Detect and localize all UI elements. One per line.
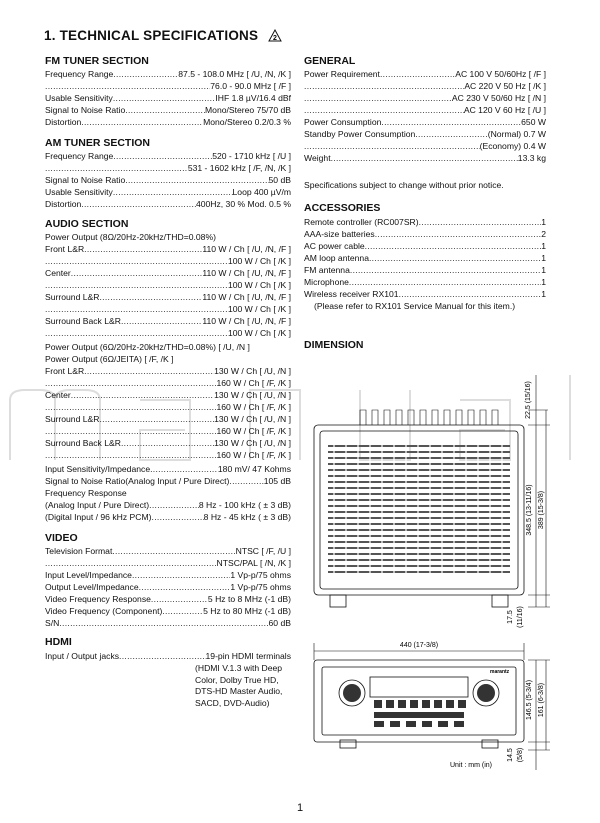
accessories-section-heading: ACCESSORIES <box>304 202 381 214</box>
dim-14-5-in: (5/8) <box>517 747 524 763</box>
fm-row: Signal to Noise Ratio ..... Mono/Stereo 75/70 dB <box>45 104 291 116</box>
page-title-text: 1. TECHNICAL SPECIFICATIONS <box>44 28 259 43</box>
power-output-jeita: Power Output (6Ω/JEITA) [ /F, /K ] <box>45 354 174 364</box>
video-row: Input Level/Impedance ..... 1 Vp-p/75 ohms <box>45 569 291 581</box>
dim-17-5: 17.5 <box>507 610 514 624</box>
general-section-heading: GENERAL <box>304 55 356 67</box>
audio-row: Center ..... 130 W / Ch [ /U, /N ] <box>45 389 291 401</box>
am-row: Usable Sensitivity ..... Loop 400 µV/m <box>45 186 291 198</box>
general-row: Weight ..... 13.3 kg <box>304 152 546 164</box>
general-row: ..... AC 120 V 60 Hz [ /U ] <box>304 104 546 116</box>
audio-section-heading: AUDIO SECTION <box>45 218 129 230</box>
fm-row: Distortion ..... Mono/Stereo 0.2/0.3 % <box>45 116 291 128</box>
video-row: ..... NTSC/PAL [ /N, /K ] <box>45 557 291 569</box>
am-row: Signal to Noise Ratio ..... 50 dB <box>45 174 291 186</box>
dimension-drawing <box>300 355 560 775</box>
accessory-row: Wireless receiver RX101 ..... 1 <box>304 288 546 300</box>
audio-row: Surround L&R ..... 130 W / Ch [ /U, /N ] <box>45 413 291 425</box>
am-row: ..... 531 - 1602 kHz [ /F, /N, /K ] <box>45 162 291 174</box>
general-row: Standby Power Consumption ..... (Normal) 0.7 W <box>304 128 546 140</box>
dim-440: 440 (17-3/8) <box>399 642 439 649</box>
video-section-heading: VIDEO <box>45 532 78 544</box>
video-row: Television Format ..... NTSC [ /F, /U ] <box>45 545 291 557</box>
hdmi-note: (HDMI V.1.3 with Deep Color, Dolby True HD, DTS-HD Master Audio, SACD, DVD-Audio) <box>195 663 283 708</box>
audio-row: Center ..... 110 W / Ch [ /U, /N, /F ] <box>45 267 291 279</box>
power-output-8ohm: Power Output (8Ω/20Hz-20kHz/THD=0.08%) <box>45 232 216 242</box>
fm-row: ..... 76.0 - 90.0 MHz [ /F ] <box>45 80 291 92</box>
dim-17-5-in: (11/16) <box>517 606 524 628</box>
dim-161: 161 (6-3/8) <box>538 682 545 718</box>
audio-row: ..... 100 W / Ch [ /K ] <box>45 255 291 267</box>
page-title <box>44 28 282 43</box>
audio-row: ..... 100 W / Ch [ /K ] <box>45 327 291 339</box>
general-row: ..... AC 230 V 50/60 Hz [ /N ] <box>304 92 546 104</box>
frequency-response-heading: Frequency Response <box>45 488 127 498</box>
audio-row: (Analog Input / Pure Direct) ..... 8 Hz - 100 kHz ( ± 3 dB) <box>45 499 291 511</box>
general-row: Power Consumption ..... 650 W <box>304 116 546 128</box>
audio-row: Front L&R ..... 110 W / Ch [ /U, /N, /F ] <box>45 243 291 255</box>
brand-logo: marantz <box>490 669 510 675</box>
video-row: Output Level/Impedance ..... 1 Vp-p/75 ohms <box>45 581 291 593</box>
video-row: S/N ..... 60 dB <box>45 617 291 629</box>
fm-row: Usable Sensitivity ..... IHF 1.8 µV/16.4 dBf <box>45 92 291 104</box>
am-row: Distortion ..... 400Hz, 30 % Mod. 0.5 % <box>45 198 291 210</box>
audio-row: Signal to Noise Ratio(Analog Input / Pure Direct) ..... 105 dB <box>45 475 291 487</box>
dim-146-5: 146.5 (5-3/4) <box>526 679 533 721</box>
video-row: Video Frequency (Component) ..... 5 Hz to 80 MHz (-1 dB) <box>45 605 291 617</box>
audio-row: Front L&R ..... 130 W / Ch [ /U, /N ] <box>45 365 291 377</box>
audio-row: ..... 160 W / Ch [ /F, /K ] <box>45 449 291 461</box>
unit-label: Unit : mm (in) <box>450 762 492 769</box>
rx101-note: (Please refer to RX101 Service Manual for this item.) <box>314 301 516 311</box>
dim-389: 389 (15-3/8) <box>538 490 545 530</box>
hdmi-section-heading: HDMI <box>45 636 72 648</box>
accessory-row: AM loop antenna ..... 1 <box>304 252 546 264</box>
audio-row: ..... 160 W / Ch [ /F, /K ] <box>45 425 291 437</box>
accessory-row: FM antenna ..... 1 <box>304 264 546 276</box>
warning-triangle-icon <box>268 29 282 42</box>
dim-22-5: 22.5 (15/16) <box>525 381 532 419</box>
am-row: Frequency Range ..... 520 - 1710 kHz [ /U ] <box>45 150 291 162</box>
audio-row: ..... 160 W / Ch [ /F, /K ] <box>45 401 291 413</box>
audio-row: Surround Back L&R ..... 110 W / Ch [ /U, /N, /F ] <box>45 315 291 327</box>
audio-row: (Digital Input / 96 kHz PCM) ..... 8 Hz - 45 kHz ( ± 3 dB) <box>45 511 291 523</box>
svg-text:2: 2 <box>273 35 278 42</box>
video-row: Video Frequency Response ..... 5 Hz to 8 MHz (-1 dB) <box>45 593 291 605</box>
audio-row: Surround L&R ..... 110 W / Ch [ /U, /N, /F ] <box>45 291 291 303</box>
audio-row: ..... 100 W / Ch [ /K ] <box>45 279 291 291</box>
page-number: 1 <box>296 802 304 814</box>
general-row: ..... AC 220 V 50 Hz [ /K ] <box>304 80 546 92</box>
fm-row: Frequency Range ..... 87.5 - 108.0 MHz [ /U, /N, /K ] <box>45 68 291 80</box>
hdmi-row: Input / Output jacks ..... 19-pin HDMI terminals <box>45 650 291 662</box>
audio-row: ..... 100 W / Ch [ /K ] <box>45 303 291 315</box>
audio-row: Surround Back L&R ..... 130 W / Ch [ /U, /N ] <box>45 437 291 449</box>
accessory-row: Remote controller (RC007SR) ..... 1 <box>304 216 546 228</box>
audio-row: ..... 160 W / Ch [ /F, /K ] <box>45 377 291 389</box>
dimension-section-heading: DIMENSION <box>304 339 364 351</box>
accessory-row: AC power cable ..... 1 <box>304 240 546 252</box>
dim-348-5: 348.5 (13-11/16) <box>526 484 533 536</box>
spec-change-notice: Specifications subject to change without prior notice. <box>304 180 504 190</box>
general-row: ..... (Economy) 0.4 W <box>304 140 546 152</box>
am-section-heading: AM TUNER SECTION <box>45 137 150 149</box>
audio-row: Input Sensitivity/Impedance ..... 180 mV/ 47 Kohms <box>45 463 291 475</box>
fm-section-heading: FM TUNER SECTION <box>45 55 149 67</box>
accessory-row: Microphone ..... 1 <box>304 276 546 288</box>
general-row: Power Requirement ..... AC 100 V 50/60Hz [ /F ] <box>304 68 546 80</box>
power-output-6ohm: Power Output (6Ω/20Hz-20kHz/THD=0.08%) [ /U, /N ] <box>45 342 250 352</box>
accessory-row: AAA-size batteries ..... 2 <box>304 228 546 240</box>
dim-14-5: 14.5 <box>507 748 514 762</box>
